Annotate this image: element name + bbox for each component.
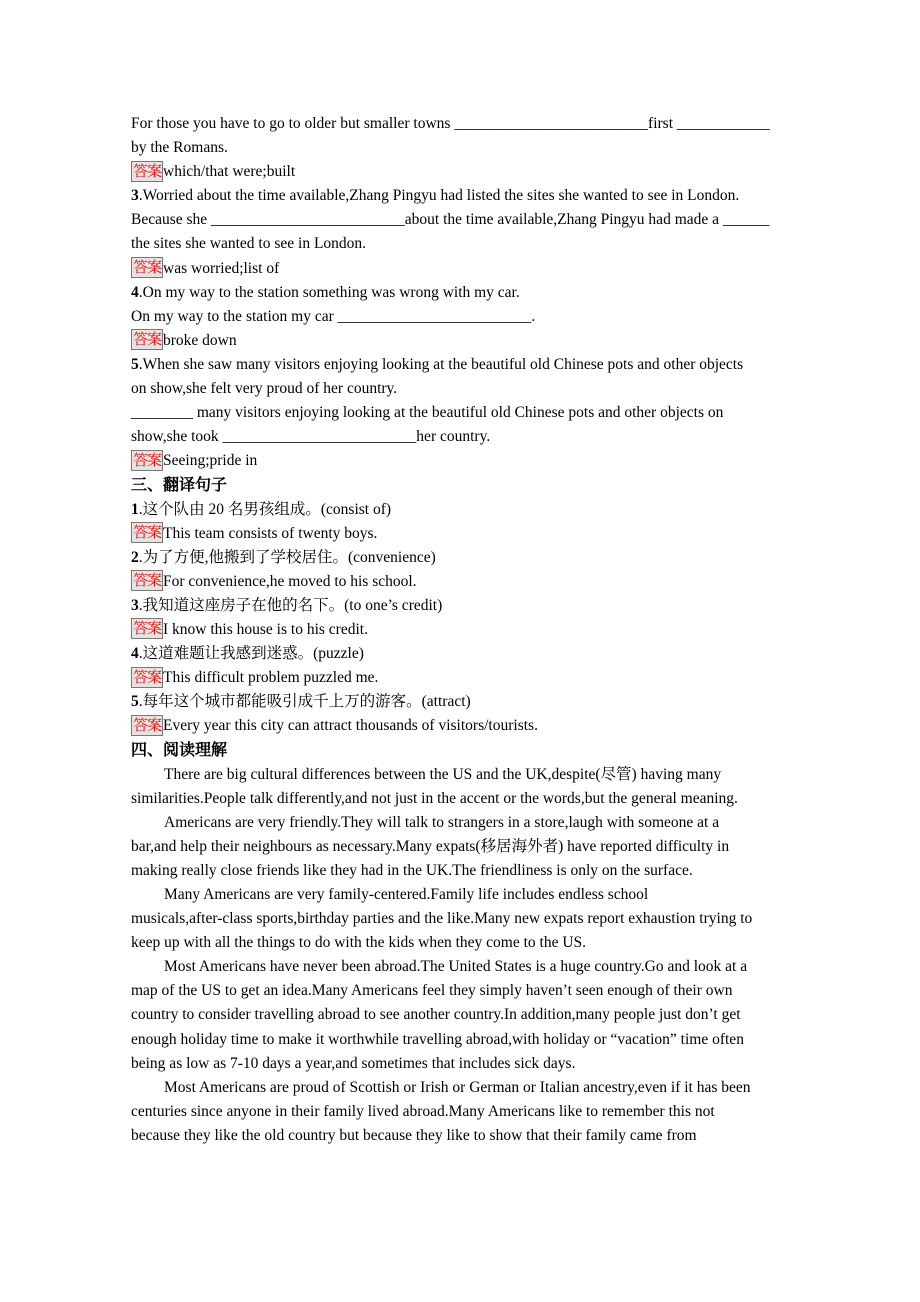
text-line — [131, 377, 791, 401]
answer-badge: 答案 — [133, 571, 162, 590]
text-line — [131, 979, 791, 1003]
question-number: 4 — [131, 283, 139, 301]
answer-badge: 答案 — [133, 330, 162, 349]
text-line — [131, 1052, 791, 1076]
line-text: .On my way to the station something was wrong with my car. — [138, 283, 520, 301]
text-line — [131, 353, 791, 377]
question-number: 3 — [131, 187, 139, 205]
text-line — [131, 425, 791, 449]
answer-line — [131, 449, 791, 473]
line-text: making really close friends like they had in the UK.The friendliness is only on the surface. — [131, 861, 693, 879]
line-text: Seeing;pride in — [163, 452, 258, 470]
line-text: Every year this city can attract thousands of visitors/tourists. — [163, 717, 538, 735]
answer-badge: 答案 — [133, 667, 162, 686]
text-line — [131, 401, 791, 425]
line-text: This team consists of twenty boys. — [163, 524, 378, 542]
text-line — [131, 1124, 791, 1148]
section-heading — [131, 473, 791, 497]
line-text: by the Romans. — [131, 139, 228, 157]
line-text: on show,she felt very proud of her country. — [131, 380, 398, 398]
text-line — [131, 498, 791, 522]
answer-badge: 答案 — [133, 619, 162, 638]
text-line — [131, 811, 791, 835]
text-line — [131, 642, 791, 666]
line-text: There are big cultural differences between the US and the UK,despite(尽管) having many — [164, 765, 722, 783]
text-line — [131, 1076, 791, 1100]
line-text: Most Americans are proud of Scottish or Irish or German or Italian ancestry,even if it has been — [164, 1078, 751, 1096]
answer-line — [131, 714, 791, 738]
text-line — [131, 1003, 791, 1027]
text-line — [131, 907, 791, 931]
line-text: broke down — [163, 331, 237, 349]
answer-badge: 答案 — [133, 450, 162, 469]
line-text: Because she _________________________about the time available,Zhang Pingyu had made a ______ — [131, 211, 770, 229]
text-line — [131, 931, 791, 955]
line-text: On my way to the station my car _________________________. — [131, 307, 536, 325]
line-text: This difficult problem puzzled me. — [163, 669, 379, 687]
line-text: .这个队由 20 名男孩组成。(consist of) — [138, 500, 392, 518]
line-text: map of the US to get an idea.Many Americans feel they simply haven’t seen enough of their own — [131, 982, 733, 1000]
text-line — [131, 136, 791, 160]
text-line — [131, 883, 791, 907]
line-text: Many Americans are very family-centered.Family life includes endless school — [164, 886, 649, 903]
line-text: musicals,after-class sports,birthday parties and the like.Many new expats report exhaustion trying to — [131, 910, 753, 928]
line-text: ________ many visitors enjoying looking at the beautiful old Chinese pots and other objects on — [131, 404, 724, 422]
question-number: 2 — [131, 548, 139, 566]
answer-line — [131, 160, 791, 184]
text-line — [131, 1100, 791, 1124]
line-text: 三、翻译句子 — [131, 475, 228, 495]
text-line — [131, 690, 791, 714]
line-text: .Worried about the time available,Zhang Pingyu had listed the sites she wanted to see in London. — [138, 187, 740, 205]
answer-badge: 答案 — [133, 523, 162, 542]
line-text: .When she saw many visitors enjoying looking at the beautiful old Chinese pots and other objects — [138, 355, 744, 373]
text-line — [131, 859, 791, 883]
answer-badge: 答案 — [133, 258, 162, 276]
question-number: 3 — [131, 596, 139, 614]
line-text: .为了方便,他搬到了学校居住。(convenience) — [138, 548, 436, 566]
line-text: centuries since anyone in their family lived abroad.Many Americans like to remember this not — [131, 1102, 715, 1120]
answer-line — [131, 522, 791, 546]
line-text: enough holiday time to make it worthwhile travelling abroad,with holiday or “vacation” time often — [131, 1030, 744, 1048]
text-line — [131, 763, 791, 787]
text-line — [131, 546, 791, 570]
line-text: which/that were;built — [163, 163, 296, 181]
line-text: bar,and help their neighbours as necessary.Many expats(移居海外者) have reported difficulty in — [131, 837, 730, 855]
line-text: show,she took _________________________her country. — [131, 428, 491, 446]
text-line — [131, 594, 791, 618]
line-text: .这道难题让我感到迷惑。(puzzle) — [138, 645, 364, 663]
question-number: 5 — [131, 355, 139, 373]
text-line — [131, 184, 791, 208]
answer-line — [131, 257, 791, 281]
question-number: 4 — [131, 645, 139, 663]
question-number: 1 — [131, 500, 139, 518]
answer-line — [131, 618, 791, 642]
line-text: .每年这个城市都能吸引成千上万的游客。(attract) — [138, 693, 471, 711]
line-text: was worried;list of — [163, 259, 280, 277]
text-line — [131, 955, 791, 979]
line-text: 四、阅读理解 — [131, 740, 228, 760]
line-text: For convenience,he moved to his school. — [163, 572, 417, 590]
line-text: being as low as 7-10 days a year,and sometimes that includes sick days. — [131, 1054, 576, 1072]
text-line — [131, 281, 791, 305]
line-text: because they like the old country but because they like to show that their family came from — [131, 1126, 697, 1144]
line-text: For those you have to go to older but smaller towns _________________________first ____________ — [131, 115, 770, 132]
line-text: .我知道这座房子在他的名下。(to one’s credit) — [138, 596, 443, 614]
text-line — [131, 835, 791, 859]
text-line — [131, 1028, 791, 1052]
section-heading — [131, 738, 791, 762]
line-text: keep up with all the things to do with the kids when they come to the US. — [131, 934, 587, 952]
line-text: Most Americans have never been abroad.The United States is a huge country.Go and look at a — [164, 958, 748, 976]
text-line — [131, 787, 791, 811]
answer-line — [131, 570, 791, 594]
document-page — [131, 112, 791, 1148]
answer-line — [131, 666, 791, 690]
text-line — [131, 208, 791, 232]
line-text: Americans are very friendly.They will talk to strangers in a store,laugh with someone at a — [164, 813, 720, 831]
line-text: I know this house is to his credit. — [163, 620, 368, 638]
answer-line — [131, 329, 791, 353]
line-text: similarities.People talk differently,and not just in the accent or the words,but the general meaning. — [131, 789, 738, 807]
line-text: country to consider travelling abroad to see another country.In addition,many people just don’t get — [131, 1006, 741, 1024]
text-line — [131, 305, 791, 329]
question-number: 5 — [131, 693, 139, 711]
answer-badge: 答案 — [133, 161, 162, 180]
line-text: the sites she wanted to see in London. — [131, 235, 367, 253]
text-line — [131, 232, 791, 256]
text-line — [131, 112, 791, 136]
answer-badge: 答案 — [133, 715, 162, 734]
